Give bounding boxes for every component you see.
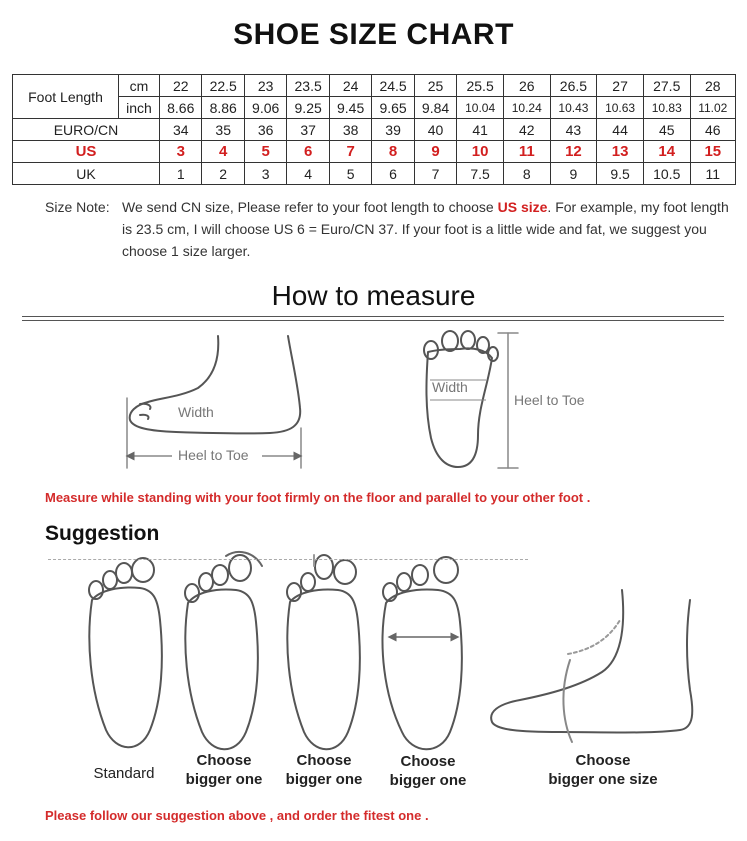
foot-side-view-icon [130,336,301,433]
width-label-top: Width [432,379,468,395]
table-cell: 3 [160,141,202,163]
table-cell: 43 [550,119,597,141]
table-cell: 11 [503,141,550,163]
table-cell: 9.5 [597,163,644,185]
table-cell: 37 [287,119,329,141]
foot-long-second-toe-icon [287,555,360,749]
caption-line: Choose [196,752,252,769]
table-cell: 15 [690,141,735,163]
table-cell: 38 [329,119,371,141]
table-cell: 10.63 [597,97,644,119]
table-cell: 10.24 [503,97,550,119]
caption-bigger-3 [376,752,480,790]
table-cell: 8.86 [202,97,244,119]
width-label: Width [178,404,214,420]
table-cell: 6 [287,141,329,163]
table-cell: 6 [372,163,414,185]
table-cell: 9 [550,163,597,185]
table-cell: 9.65 [372,97,414,119]
table-cell: 7 [414,163,456,185]
caption-line: bigger one [185,771,263,788]
table-cell: 36 [244,119,286,141]
table-cell: 10.83 [643,97,690,119]
table-cell: 26.5 [550,75,597,97]
table-cell: 27 [597,75,644,97]
foot-long-toe-icon [185,552,262,749]
caption-line: Choose [400,753,456,770]
table-cell: 11.02 [690,97,735,119]
size-note-text-start: We send CN size, Please refer to your foot length to choose [122,199,498,215]
table-cell: 3 [244,163,286,185]
table-cell: 23 [244,75,286,97]
table-cell: 7 [329,141,371,163]
us-label: US [13,141,160,163]
foot-standard-icon [89,558,162,747]
caption-line: bigger one size [548,771,658,788]
chart-title: SHOE SIZE CHART [233,18,514,51]
table-cell: 42 [503,119,550,141]
table-cell: 13 [597,141,644,163]
caption-line: Choose [575,752,631,769]
caption-line: Choose [296,752,352,769]
table-cell: 4 [287,163,329,185]
table-cell: 9.84 [414,97,456,119]
table-cell: 7.5 [457,163,504,185]
foot-top-view-icon [424,331,498,467]
how-to-measure-heading: How to measure [271,280,476,311]
table-cell: 41 [457,119,504,141]
table-cell: 10 [457,141,504,163]
table-cell: 28 [690,75,735,97]
caption-line: bigger one [285,771,363,788]
heel-to-toe-label: Heel to Toe [178,447,249,463]
table-cell: 8.66 [160,97,202,119]
foot-high-instep-icon [491,590,692,742]
uk-label: UK [13,163,160,185]
table-cell: 4 [202,141,244,163]
table-cell: 1 [160,163,202,185]
table-cell: 22.5 [202,75,244,97]
table-cell: 25.5 [457,75,504,97]
table-cell: 40 [414,119,456,141]
table-cell: 9 [414,141,456,163]
table-cell: 10.43 [550,97,597,119]
caption-standard [74,764,174,783]
euro-label: EURO/CN [13,119,160,141]
caption-bigger-1 [174,751,274,789]
measure-instruction: Measure while standing with your foot firmly on the floor and parallel to your other foot . [45,490,591,505]
table-cell: 27.5 [643,75,690,97]
foot-length-label: Foot Length [13,75,119,119]
table-cell: 5 [329,163,371,185]
table-cell: 45 [643,119,690,141]
reference-line [48,559,528,560]
table-cell: 22 [160,75,202,97]
size-note-highlight: US size [497,199,548,215]
table-cell: 26 [503,75,550,97]
heel-to-toe-label-top: Heel to Toe [514,392,585,408]
caption-bigger-2 [274,751,374,789]
caption-line: bigger one [389,772,467,789]
suggestion-heading: Suggestion [45,522,160,545]
table-cell: 24.5 [372,75,414,97]
table-cell: 24 [329,75,371,97]
foot-wide-icon [383,557,462,749]
inch-label: inch [119,97,160,119]
table-cell: 8 [372,141,414,163]
table-cell: 9.25 [287,97,329,119]
table-cell: 10.5 [643,163,690,185]
table-cell: 11 [690,163,735,185]
table-cell: 46 [690,119,735,141]
size-note-text-end: . For example, my foot length is 23.5 cm, I will choose US 6 = Euro/CN 37. If your foot is a little wide and fat, we suggest you choose 1 size larger. [122,199,729,259]
table-cell: 44 [597,119,644,141]
table-cell: 23.5 [287,75,329,97]
caption-line: Standard [93,765,155,782]
table-cell: 39 [372,119,414,141]
table-cell: 9.45 [329,97,371,119]
table-cell: 10.04 [457,97,504,119]
table-cell: 9.06 [244,97,286,119]
size-note-label: Size Note: [45,199,110,215]
table-cell: 34 [160,119,202,141]
table-cell: 25 [414,75,456,97]
table-cell: 12 [550,141,597,163]
table-cell: 35 [202,119,244,141]
table-cell: 8 [503,163,550,185]
table-cell: 14 [643,141,690,163]
cm-label: cm [119,75,160,97]
table-cell: 5 [244,141,286,163]
footer-instruction: Please follow our suggestion above , and order the fitest one . [45,808,429,823]
table-cell: 2 [202,163,244,185]
caption-bigger-size [530,751,676,789]
